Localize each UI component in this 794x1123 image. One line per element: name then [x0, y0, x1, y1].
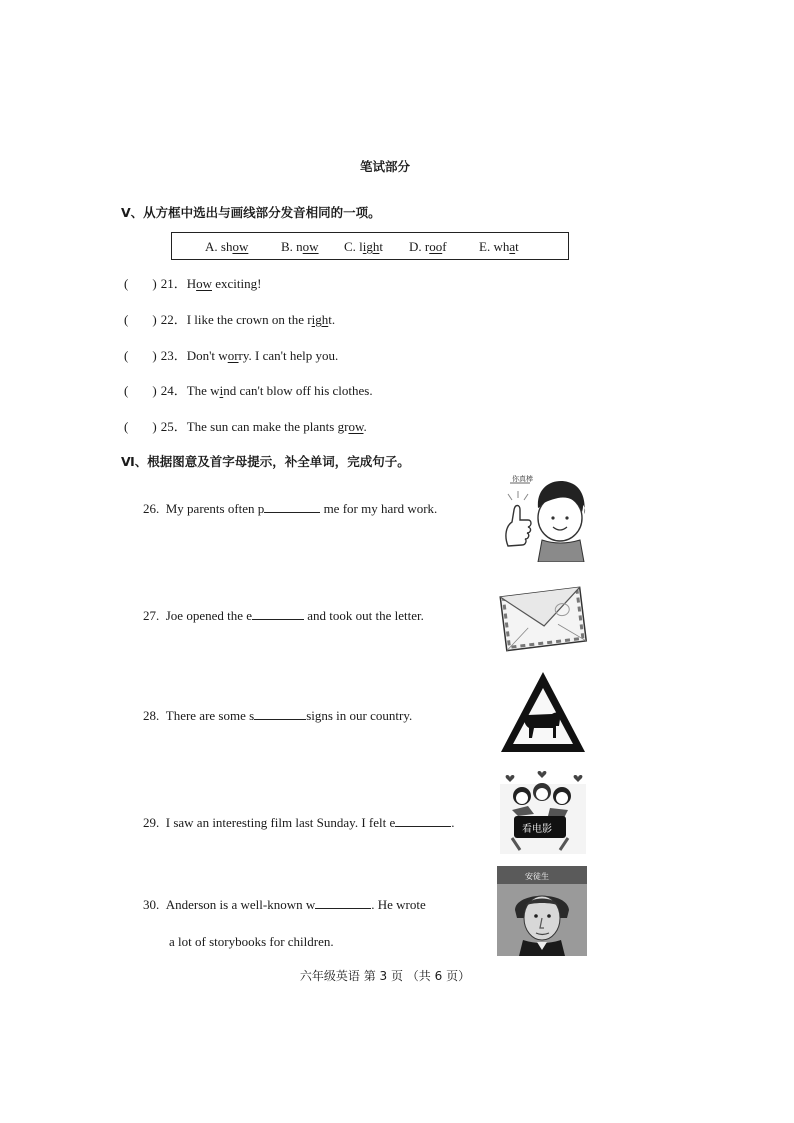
- question-30-line2: a lot of storybooks for children.: [169, 934, 334, 949]
- page-footer: 六年级英语 第 3 页 （共 6 页）: [299, 969, 471, 983]
- cattle-warning-sign-icon: [498, 668, 588, 758]
- answer-blank[interactable]: [252, 608, 304, 620]
- answer-blank[interactable]: [315, 897, 371, 909]
- option-b: B. now: [281, 239, 319, 254]
- question-28: 28. There are some s signs in our country.: [143, 708, 413, 723]
- question-27: 27. Joe opened the e and took out the letter.: [143, 608, 424, 623]
- question-text: 21．How exciting!: [160, 276, 262, 291]
- question-30: 30. Anderson is a well-known w . He wrote: [143, 897, 426, 912]
- option-e: E. what: [479, 239, 519, 254]
- movie-kids-icon: [498, 770, 588, 856]
- answer-blank[interactable]: [264, 501, 320, 513]
- answer-blank[interactable]: [395, 815, 451, 827]
- question-text: 24．The wind can't blow off his clothes.: [160, 383, 373, 398]
- question-22: ( ) 22．I like the crown on the right.: [124, 312, 336, 327]
- question-26: 26. My parents often p me for my hard work.: [143, 501, 438, 516]
- envelope-icon: [497, 574, 589, 660]
- question-24: ( ) 24．The wind can't blow off his clothes.: [124, 383, 373, 398]
- movie-label: 看电影: [522, 824, 552, 835]
- question-text: 22．I like the crown on the right.: [160, 312, 336, 327]
- section-5-heading: Ⅴ、从方框中选出与画线部分发音相同的一项。: [121, 205, 381, 220]
- option-d: D. roof: [409, 239, 447, 254]
- question-25: ( ) 25．The sun can make the plants grow.: [124, 419, 367, 434]
- praise-boy-icon: [498, 470, 590, 562]
- page-title: 笔试部分: [359, 159, 410, 174]
- option-c: C. light: [344, 239, 384, 254]
- question-29: 29. I saw an interesting film last Sunday. I felt e .: [143, 815, 455, 830]
- answer-blank[interactable]: [254, 708, 306, 720]
- andersen-book-cover-icon: [497, 866, 587, 956]
- question-text: 25．The sun can make the plants grow.: [160, 419, 367, 434]
- option-a: A. show: [205, 239, 249, 254]
- praise-label: 你真棒: [512, 475, 533, 483]
- question-text: 23．Don't worry. I can't help you.: [160, 348, 339, 363]
- question-21: ( ) 21．How exciting!: [124, 276, 262, 291]
- section-6-heading: Ⅵ、根据图意及首字母提示，补全单词，完成句子。: [121, 454, 410, 469]
- question-23: ( ) 23．Don't worry. I can't help you.: [124, 348, 339, 363]
- options-box: [171, 232, 569, 260]
- book-label: 安徒生: [525, 872, 549, 881]
